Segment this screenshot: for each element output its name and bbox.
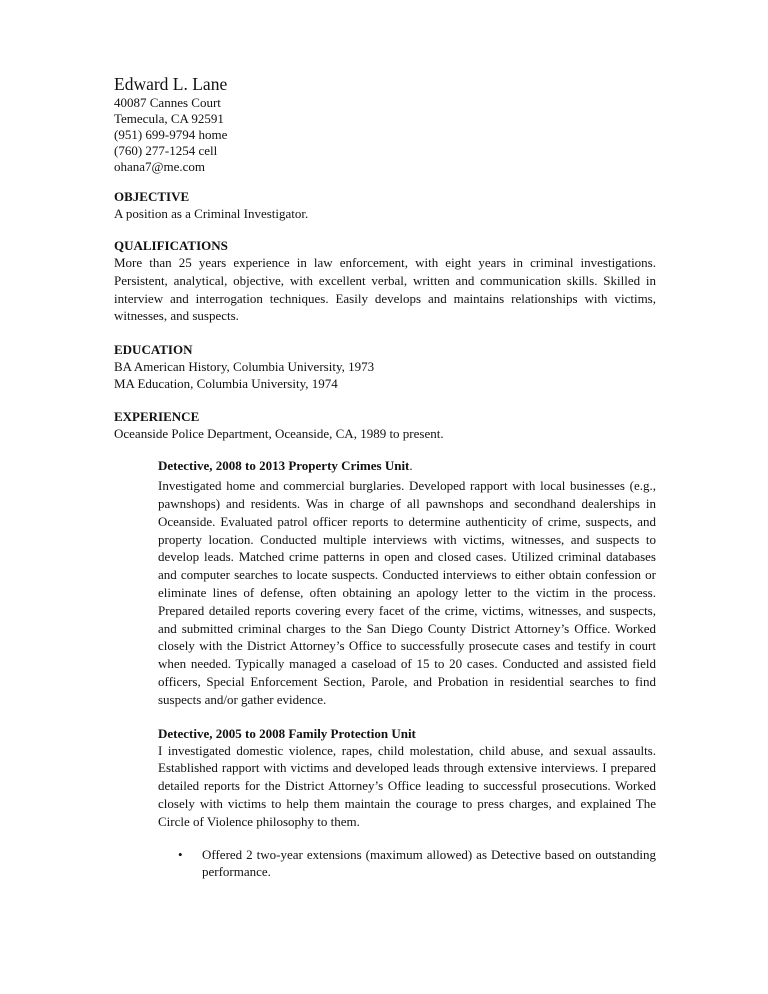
education-heading: EDUCATION [114,342,193,358]
education-section [114,342,656,392]
home-phone: (951) 699-9794 home [114,127,228,142]
bullet-icon: • [178,846,183,862]
job-description: I investigated domestic violence, rapes, child molestation, child abuse, and sexual assaults. Established rapport with victims and developed leads through extensive interviews. I prepared detailed reports for the District Attorney’s Office leading to successful prosecutions. Worked closely with victims to help them maintain the courage to press charges, and explained The Circle of Violence philosophy to them. [158,742,656,829]
experience-section [114,409,656,881]
cell-phone: (760) 277-1254 cell [114,143,218,158]
list-item [178,846,656,882]
employer-line: Oceanside Police Department, Oceanside, CA, 1989 to present. [114,426,444,442]
contact-block [114,74,656,175]
address-line-2: Temecula, CA 92591 [114,111,224,126]
achievement-list [158,846,656,882]
resume-page [114,74,656,881]
objective-heading: OBJECTIVE [114,189,190,204]
job-title [158,457,656,474]
job-title [158,725,656,742]
qualifications-section [114,238,656,325]
objective-text: A position as a Criminal Investigator. [114,206,309,221]
experience-heading: EXPERIENCE [114,409,200,425]
job-title-suffix: . [409,458,413,474]
education-item: MA Education, Columbia University, 1974 [114,376,338,392]
job-title-bold: Detective, 2008 to 2013 Property Crimes Unit [158,458,410,474]
address-line-1: 40087 Cannes Court [114,95,221,110]
job-description: Investigated home and commercial burglaries. Developed rapport with local businesses (e.g., pawnshops) and residents. Was in charge of all pawnshops and secondhand dealerships in Oceanside. Evaluated patrol officer reports to determine authenticity of crime, suspects, and property location. Conducted multiple interviews with victims, witnesses, and suspects to develop leads. Matched crime patterns in open and closed cases. Utilized criminal databases and computer searches to locate suspects. Conducted interviews to either obtain confession or eliminate lines of defense, often obtaining an apology letter to the victim in the process. Prepared detailed reports covering every facet of the crime, victims, witnesses, and suspects, and submitted criminal charges to the San Diego County District Attorney’s Office. Worked closely with the District Attorney’s Office to successfully prosecute cases and testify in court when needed. Typically managed a caseload of 15 to 20 cases. Conducted and assisted field officers, Special Enforcement Section, Parole, and Probation in residential searches to find suspects and/or gather evidence. [158,478,656,707]
education-item: BA American History, Columbia University, 1973 [114,359,375,375]
qualifications-heading: QUALIFICATIONS [114,238,228,253]
bullet-text: Offered 2 two-year extensions (maximum allowed) as Detective based on outstanding performance. [202,846,656,880]
qualifications-text: More than 25 years experience in law enforcement, with eight years in criminal investigations. Persistent, analytical, objective, with excellent verbal, written and communication skills. Skilled in interview and interrogation techniques. Easily develops and maintains relationships with victims, witnesses, and suspects. [114,255,656,324]
candidate-name: Edward L. Lane [114,74,228,94]
job-entry [158,457,656,708]
job-title-bold: Detective, 2005 to 2008 Family Protection Unit [158,725,416,741]
objective-section [114,189,656,222]
email: ohana7@me.com [114,159,206,174]
job-entry [158,725,656,882]
